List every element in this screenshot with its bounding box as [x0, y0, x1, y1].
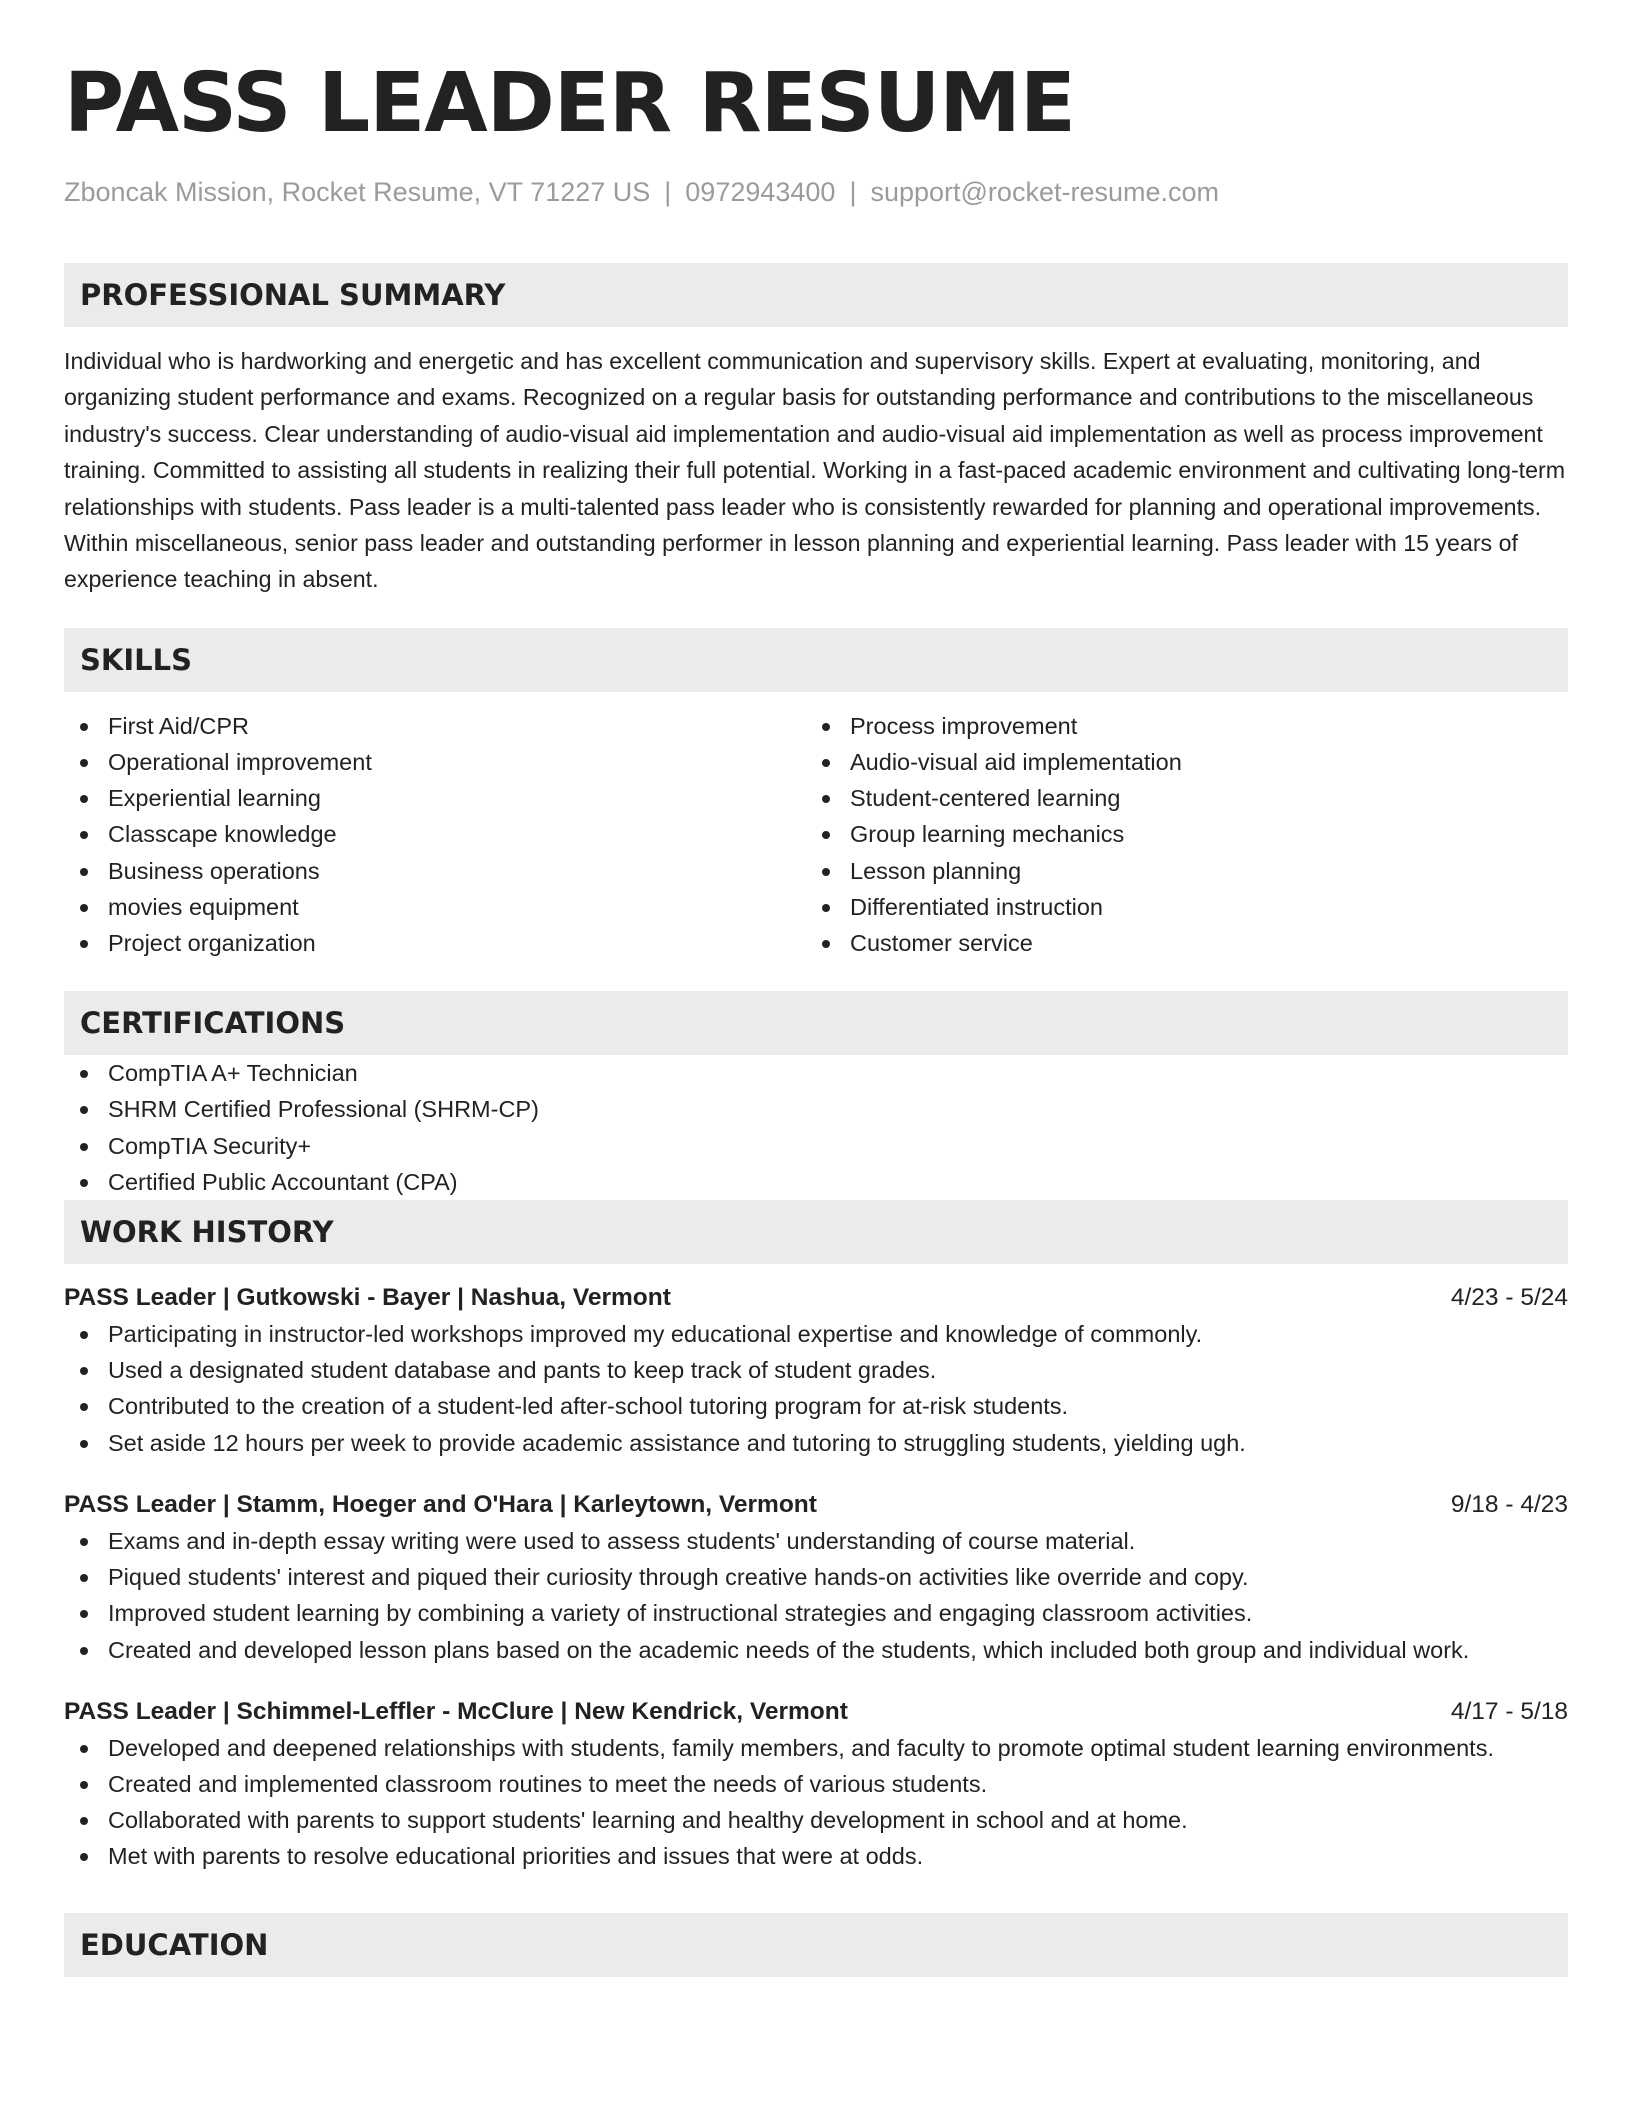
job-bullet: Piqued students' interest and piqued their curiosity through creative hands-on activities like override and copy. [64, 1559, 1568, 1595]
certification-item: SHRM Certified Professional (SHRM-CP) [64, 1091, 1568, 1127]
job-bullets [64, 1316, 1568, 1461]
certifications-list [64, 1055, 1568, 1200]
skill-item: Student-centered learning [806, 780, 1548, 816]
skill-item: Differentiated instruction [806, 889, 1548, 925]
job-entry [64, 1694, 1568, 1875]
skills-list [64, 708, 1568, 961]
resume-title: PASS LEADER RESUME [64, 56, 1075, 151]
job-bullet: Used a designated student database and pants to keep track of student grades. [64, 1352, 1568, 1388]
job-title: PASS Leader | Stamm, Hoeger and O'Hara | Karleytown, Vermont [64, 1490, 817, 1518]
job-bullet: Improved student learning by combining a variety of instructional strategies and engaging classroom activities. [64, 1595, 1568, 1631]
section-heading-education: EDUCATION [64, 1913, 1568, 1977]
job-bullet: Created and developed lesson plans based on the academic needs of the students, which included both group and individual work. [64, 1632, 1568, 1668]
skill-item: Project organization [64, 925, 806, 961]
job-title: PASS Leader | Schimmel-Leffler - McClure | New Kendrick, Vermont [64, 1697, 848, 1725]
skill-item: Lesson planning [806, 853, 1548, 889]
skill-item: Classcape knowledge [64, 816, 806, 852]
skill-item: Operational improvement [64, 744, 806, 780]
section-heading-summary: PROFESSIONAL SUMMARY [64, 263, 1568, 327]
section-heading-certifications: CERTIFICATIONS [64, 991, 1568, 1055]
job-header [64, 1487, 1568, 1523]
skills-column-right [806, 708, 1548, 961]
job-bullet: Met with parents to resolve educational priorities and issues that were at odds. [64, 1838, 1568, 1874]
contact-separator: | [849, 177, 857, 207]
job-bullet: Participating in instructor-led workshops improved my educational expertise and knowledge of commonly. [64, 1316, 1568, 1352]
contact-phone: 0972943400 [685, 177, 836, 207]
section-heading-work-history: WORK HISTORY [64, 1200, 1568, 1264]
job-bullet: Developed and deepened relationships with students, family members, and faculty to promote optimal student learning environments. [64, 1730, 1568, 1766]
contact-separator: | [664, 177, 672, 207]
job-bullet: Collaborated with parents to support students' learning and healthy development in school and at home. [64, 1802, 1568, 1838]
job-bullet: Exams and in-depth essay writing were used to assess students' understanding of course material. [64, 1523, 1568, 1559]
job-title: PASS Leader | Gutkowski - Bayer | Nashua, Vermont [64, 1284, 671, 1312]
job-dates: 9/18 - 4/23 [1450, 1490, 1568, 1518]
job-bullets [64, 1523, 1568, 1668]
certification-item: Certified Public Accountant (CPA) [64, 1164, 1568, 1200]
summary-text: Individual who is hardworking and energetic and has excellent communication and supervisory skills. Expert at evaluating, monitoring, and organizing student performance and exams. Recognized on a regular basis for outstanding performance and contributions to the miscellaneous industry's success. Clear understanding of audio-visual aid implementation and audio-visual aid implementation as well as process improvement training. Committed to assisting all students in realizing their full potential. Working in a fast-paced academic environment and cultivating long-term relationships with students. Pass leader is a multi-talented pass leader who is consistently rewarded for planning and operational improvements. Within miscellaneous, senior pass leader and outstanding performer in lesson planning and experiential learning. Pass leader with 15 years of experience teaching in absent. [64, 348, 1566, 593]
job-dates: 4/23 - 5/24 [1450, 1284, 1568, 1312]
job-header [64, 1694, 1568, 1730]
skill-item: Audio-visual aid implementation [806, 744, 1548, 780]
skill-item: Customer service [806, 925, 1548, 961]
skill-item: First Aid/CPR [64, 708, 806, 744]
skill-item: Business operations [64, 853, 806, 889]
job-entry [64, 1280, 1568, 1461]
job-header [64, 1280, 1568, 1316]
contact-email: support@rocket-resume.com [870, 177, 1219, 207]
job-bullets [64, 1730, 1568, 1875]
job-bullet: Contributed to the creation of a student-led after-school tutoring program for at-risk students. [64, 1388, 1568, 1424]
skill-item: Process improvement [806, 708, 1548, 744]
job-dates: 4/17 - 5/18 [1450, 1697, 1568, 1725]
certification-item: CompTIA A+ Technician [64, 1055, 1568, 1091]
skill-item: movies equipment [64, 889, 806, 925]
job-bullet: Set aside 12 hours per week to provide academic assistance and tutoring to struggling students, yielding ugh. [64, 1425, 1568, 1461]
job-entry [64, 1487, 1568, 1668]
skills-column-left [64, 708, 806, 961]
section-heading-skills: SKILLS [64, 628, 1568, 692]
skill-item: Group learning mechanics [806, 816, 1548, 852]
contact-line [64, 174, 1568, 210]
skill-item: Experiential learning [64, 780, 806, 816]
certification-item: CompTIA Security+ [64, 1128, 1568, 1164]
job-bullet: Created and implemented classroom routines to meet the needs of various students. [64, 1766, 1568, 1802]
contact-address: Zboncak Mission, Rocket Resume, VT 71227 US [64, 177, 651, 207]
